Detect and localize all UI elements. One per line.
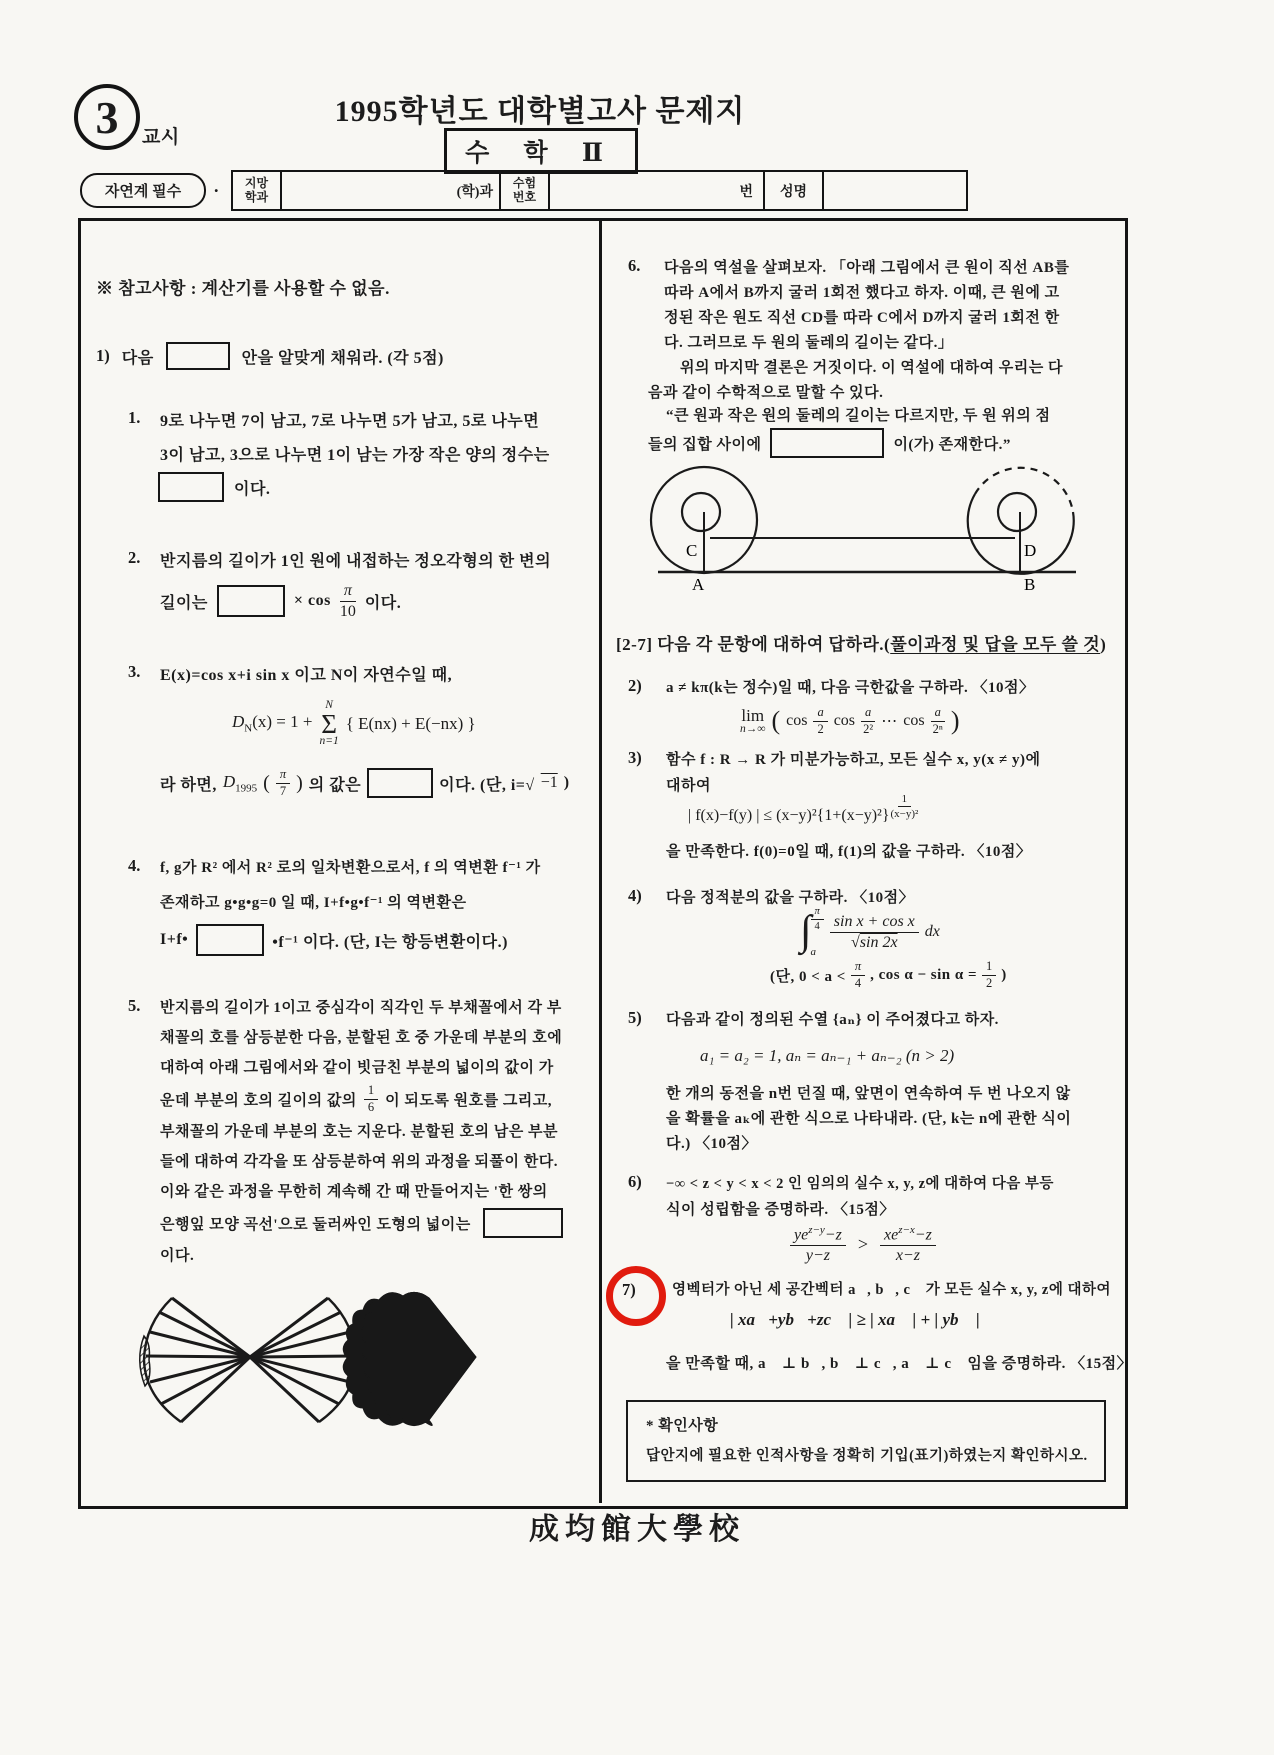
problem-5-number: 5) [628, 1008, 642, 1027]
fraction-a-4: $\frac{a}{\text{2²}}$ [861, 706, 875, 737]
problem-6b-line2: 식이 성립함을 증명하라. 〈15점〉 [666, 1202, 895, 1218]
track-badge [80, 173, 206, 208]
calculator-notice: ※ 참고사항 : 계산기를 사용할 수 없음. [96, 279, 390, 298]
dept-label-line1: 지망 [244, 175, 269, 190]
problem-5-line1: 다음과 같이 정의된 수열 {aₙ} 이 주어졌다고 하자. [666, 1012, 999, 1028]
problem-1-2-number: 2. [128, 548, 141, 567]
label-D: D [1024, 541, 1037, 560]
exponent-fraction: $\frac{1}{\text{(x−y)²}}$ [890, 793, 919, 821]
dept-input-cell[interactable] [282, 172, 501, 209]
subject-title: 수 학 Ⅱ [465, 140, 617, 167]
problem-1-3-tail-mid: 의 값은 [308, 776, 362, 794]
name-label: 성명 [779, 184, 808, 200]
problem-1-4-line1: f, g가 R² 에서 R² 로의 일차변환으로서, f 의 역변환 f⁻¹ 가 [160, 860, 541, 876]
large-circle-right-dashed [975, 468, 1073, 512]
problem-7-number: 7) [622, 1280, 636, 1299]
problem-1-5-number: 5. [128, 996, 141, 1015]
fraction-one-half: $\frac{1}{2}$ [982, 960, 996, 991]
problem-2-formula: lim n→∞ ( cos $\frac{a}{2}$ cos $\frac{a}{\text{2²}}$ ⋯ cos $\frac{a}{\text{2ⁿ}}$ ) [740, 705, 960, 736]
problem-6-line7: “큰 원과 작은 원의 둘레의 길이는 다르지만, 두 원 위의 점 [666, 408, 1051, 424]
hatched-region-left [140, 1336, 150, 1386]
fan-bowtie-figure [140, 1298, 361, 1422]
sqrt-minus-one: −1 [540, 774, 558, 792]
dx: dx [924, 923, 940, 940]
problem-1-5-line8: 은행잎 모양 곡선'으로 둘러싸인 도형의 넓이는 [160, 1208, 563, 1238]
problem-1-4-line2: 존재하고 g•g•g=0 일 때, I+f•g•f⁻¹ 의 역변환은 [160, 895, 467, 911]
d-1995: $D_{1995}$ [222, 772, 258, 795]
fraction-a-2: $\frac{a}{2}$ [813, 706, 827, 737]
integral: ∫ $\frac{\pi}{4}$ a [800, 906, 824, 958]
right-fraction: $\frac{xe^{z-x}-z}{x-z}$ [880, 1224, 936, 1265]
problem-6b-inequality [790, 1224, 936, 1265]
name-label-cell [765, 172, 824, 209]
problem-1-5-line3: 대하여 아래 그림에서와 같이 빗금친 부분의 넓이의 값이 가 [160, 1060, 554, 1076]
problem-1-2-answer-row [160, 582, 401, 620]
problem-6b-number: 6) [628, 1172, 642, 1191]
dirichlet-lhs: $D_N(x) = 1$ + [232, 712, 313, 735]
problem-1-2-line1: 반지름의 길이가 1인 원에 내접하는 정오각형의 한 변의 [160, 553, 552, 570]
subject-box [444, 128, 638, 174]
label-B: B [1024, 575, 1036, 594]
exam-number-label-line1: 수험 [512, 175, 537, 190]
problem-4-integral [800, 906, 940, 958]
fraction-a-2n: $\frac{a}{\text{2ⁿ}}$ [931, 706, 945, 737]
problem-1-3-answer-row [160, 768, 570, 799]
problem-1-4-answer-row [160, 924, 508, 956]
problem-6-line2: 따라 A에서 B까지 굴러 1회전 했다고 하자. 이때, 큰 원에 고 [664, 285, 1060, 301]
problem-1-2-operator: × cos [293, 592, 331, 610]
problem-1-3-number: 3. [128, 662, 141, 681]
left-fraction: $\frac{ye^{z-y}-z}{y-z}$ [790, 1224, 846, 1265]
problem-5-recurrence: a₁ = a₂ = 1, aₙ = aₙ₋₁ + aₙ₋₂ (n > 2) [700, 1046, 955, 1065]
summation: N Σ n=1 [319, 699, 339, 747]
exam-number-label-line2: 번호 [512, 189, 537, 204]
label-C: C [686, 541, 698, 560]
open-paren: ( [771, 706, 781, 736]
fraction-pi-over-10: $\frac{\pi}{10}$ [339, 582, 356, 620]
column-divider [599, 218, 602, 1503]
problem-1-1-answer-row [158, 472, 270, 502]
problem-1-1-line2: 3이 남고, 3으로 나누면 1이 남는 가장 작은 양의 정수는 [160, 447, 550, 464]
rolling-circles-figure [640, 452, 1100, 597]
section-2-7-header: [2-7] 다음 각 문항에 대하여 답하라.(풀이과정 및 답을 모두 쓸 것) [616, 635, 1107, 654]
problem-6-line3: 정된 작은 원도 직선 CD를 따라 C에서 D까지 굴러 1회전 한 [664, 310, 1060, 326]
problem-7-line1: 영벡터가 아닌 세 공간벡터 a⃗, b⃗, c⃗ 가 모든 실수 x, y, z에 대하여 [672, 1282, 1111, 1298]
problem-1-1-line1: 9로 나누면 7이 남고, 7로 나누면 5가 남고, 5로 나누면 [160, 413, 540, 430]
page-title: 1995학년도 대학별고사 문제지 [334, 95, 746, 128]
problem-1-3-line1: E(x)=cos x+i sin x 이고 N이 자연수일 때, [160, 667, 453, 684]
problem-1-5-line1: 반지름의 길이가 1이고 중심각이 직각인 두 부채꼴에서 각 부 [160, 1000, 562, 1016]
answer-blank-box [166, 342, 230, 370]
problem-4-number: 4) [628, 886, 642, 905]
problem-6-line1: 다음의 역설을 살펴보자. 「아래 그림에서 큰 원이 직선 AB를 [664, 260, 1070, 276]
dept-label-line2: 학과 [244, 189, 269, 204]
problem-6-line6: 음과 같이 수학적으로 말할 수 있다. [648, 385, 884, 401]
small-circle-left [682, 493, 720, 531]
problem-5-line4: 을 확률을 aₖ에 관한 식으로 나타내라. (단, k는 n에 관한 식이 [666, 1111, 1072, 1127]
question-1-number: 1) [96, 346, 110, 365]
problem-1-3-formula [232, 700, 476, 747]
close-paren: ) [296, 771, 303, 794]
section-underline-note: 풀이과정 및 답을 모두 쓸 것 [890, 635, 1101, 654]
problem-1-5-line4: 운데 부분의 호의 길이의 값의 $\frac{1}{6}$ 이 되도록 원호를 그리고, [160, 1083, 553, 1114]
red-circle-annotation [606, 1266, 666, 1326]
exam-number-input-cell[interactable] [550, 172, 765, 209]
confirmation-text: 답안지에 필요한 인적사항을 정확히 기입(표기)하였는지 확인하시오. [646, 1448, 1088, 1464]
answer-blank-box [158, 472, 224, 502]
problem-3-line2: 대하여 [666, 778, 711, 794]
problem-6-line5: 위의 마지막 결론은 거짓이다. 이 역설에 대하여 우리는 다 [680, 360, 1064, 376]
answer-blank-box [196, 924, 264, 956]
question-1-stem [96, 342, 444, 370]
problem-1-5-line5: 부채꼴의 가운데 부분의 호는 지운다. 분할된 호의 남은 부분 [160, 1124, 559, 1140]
answer-blank-box [217, 585, 285, 617]
open-paren: ( [263, 771, 270, 794]
answer-blank-box [483, 1208, 563, 1238]
cdots: ⋯ [881, 713, 898, 731]
problem-2-number: 2) [628, 676, 642, 695]
name-input-cell[interactable] [824, 172, 966, 209]
problem-1-1-post: 이다. [234, 480, 271, 498]
school-name: 成均館大學校 [529, 1513, 745, 1546]
exam-number-label-cell [501, 172, 550, 209]
question-1-pre: 다음 [121, 349, 154, 367]
dept-suffix: (학)과 [456, 184, 493, 200]
candidate-info-table [231, 170, 968, 211]
problem-1-4-pre: I+f• [160, 931, 189, 948]
problem-3-number: 3) [628, 748, 642, 767]
greater-than: > [857, 1233, 868, 1254]
problem-1-4-number: 4. [128, 856, 141, 875]
integrand-fraction: $\frac{\text{sin x + cos x}}{√\sin 2x}$ [830, 913, 919, 951]
track-label: 자연계 필수 [104, 184, 182, 200]
fraction-one-sixth: $\frac{1}{6}$ [364, 1084, 378, 1115]
problem-1-4-post: •f⁻¹ 이다. (단, I는 항등변환이다.) [272, 933, 508, 951]
problem-1-2-post: 이다. [364, 594, 402, 612]
problem-7-tail: 을 만족할 때, a⃗ ⊥ b⃗, b⃗ ⊥ c⃗, a⃗ ⊥ c⃗ 임을 증명하라. 〈15점〉 [666, 1356, 1133, 1372]
question-1-post: 안을 알맞게 채워라. (각 5점) [241, 349, 444, 367]
form-dot: . [214, 176, 219, 196]
problem-4-constraint: (단, 0 < a < $\frac{\pi}{4}$ , cos α − sin α = $\frac{1}{2}$ ) [770, 959, 1007, 990]
period-number: 3 [95, 91, 119, 143]
summation-body: { E(nx) + E(−nx) } [345, 713, 476, 733]
dept-label-cell [233, 172, 282, 209]
exam-number-suffix: 번 [739, 184, 753, 200]
problem-6-answer-row: 들의 집합 사이에 이(가) 존재한다.” [648, 428, 1011, 458]
problem-1-1-number: 1. [128, 408, 141, 427]
problem-3-formula: | f(x)−f(y) | ≤ (x−y)² {1+(x−y)²} $\frac{1}{\text{(x−y)²}}$ [688, 793, 919, 824]
problem-1-3-tail-pre: 라 하면, [160, 776, 217, 794]
gingko-leaf-curves-figure [115, 1282, 585, 1482]
period-number-circle [74, 84, 140, 150]
problem-5-line3: 한 개의 동전을 n번 던질 때, 앞면이 연속하여 두 번 나오지 않 [666, 1086, 1071, 1102]
confirmation-box [626, 1400, 1106, 1482]
problem-3-tail: 을 만족한다. f(0)=0일 때, f(1)의 값을 구하라. 〈10점〉 [666, 844, 1032, 860]
problem-4-text: 다음 정적분의 값을 구하라. 〈10점〉 [666, 890, 915, 906]
problem-3-line1: 함수 f : R → R 가 미분가능하고, 모든 실수 x, y(x ≠ y)에 [666, 752, 1041, 768]
filled-bowtie-figure [343, 1292, 476, 1425]
period-label: 교시 [142, 127, 180, 148]
confirmation-title: * 확인사항 [646, 1418, 719, 1434]
problem-6-number: 6. [628, 256, 641, 275]
problem-1-5-line2: 채꼴의 호를 삼등분한 다음, 분할된 호 중 가운데 부분의 호에 [160, 1030, 563, 1046]
problem-1-5-line7: 이와 같은 과정을 무한히 계속해 간 때 만들어지는 '한 쌍의 [160, 1184, 548, 1200]
label-A: A [692, 575, 705, 594]
problem-1-3-tail-post: 이다. (단, i=√ [439, 776, 535, 794]
problem-1-2-pre: 길이는 [160, 594, 208, 612]
limit: lim n→∞ [740, 706, 766, 735]
problem-5-line5: 다.) 〈10점〉 [666, 1136, 757, 1152]
problem-6-line4: 다. 그러므로 두 원의 둘레의 길이는 같다.」 [664, 335, 954, 351]
answer-blank-box [367, 768, 433, 798]
problem-2-text: a ≠ kπ(k는 정수)일 때, 다음 극한값을 구하라. 〈10점〉 [666, 680, 1035, 696]
problem-6b-line1: −∞ < z < y < x < 2 인 임의의 실수 x, y, z에 대하여 다음 부등 [666, 1176, 1054, 1192]
close-paren: ) [950, 706, 960, 736]
small-circle-right [998, 493, 1036, 531]
fraction-pi-over-7: $\frac{\pi}{7}$ [276, 768, 290, 799]
fraction-pi-over-4: $\frac{\pi}{4}$ [851, 960, 865, 991]
problem-1-3-tail-end: ) [563, 774, 570, 792]
problem-7-vector-inequality: | xa⃗+yb⃗+zc⃗ | ≥ | xa⃗ | + | yb⃗ | [730, 1310, 980, 1329]
problem-1-5-line6: 들에 대하여 각각을 또 삼등분하여 위의 과정을 되풀이 한다. [160, 1154, 559, 1170]
problem-1-5-line9: 이다. [160, 1248, 195, 1264]
